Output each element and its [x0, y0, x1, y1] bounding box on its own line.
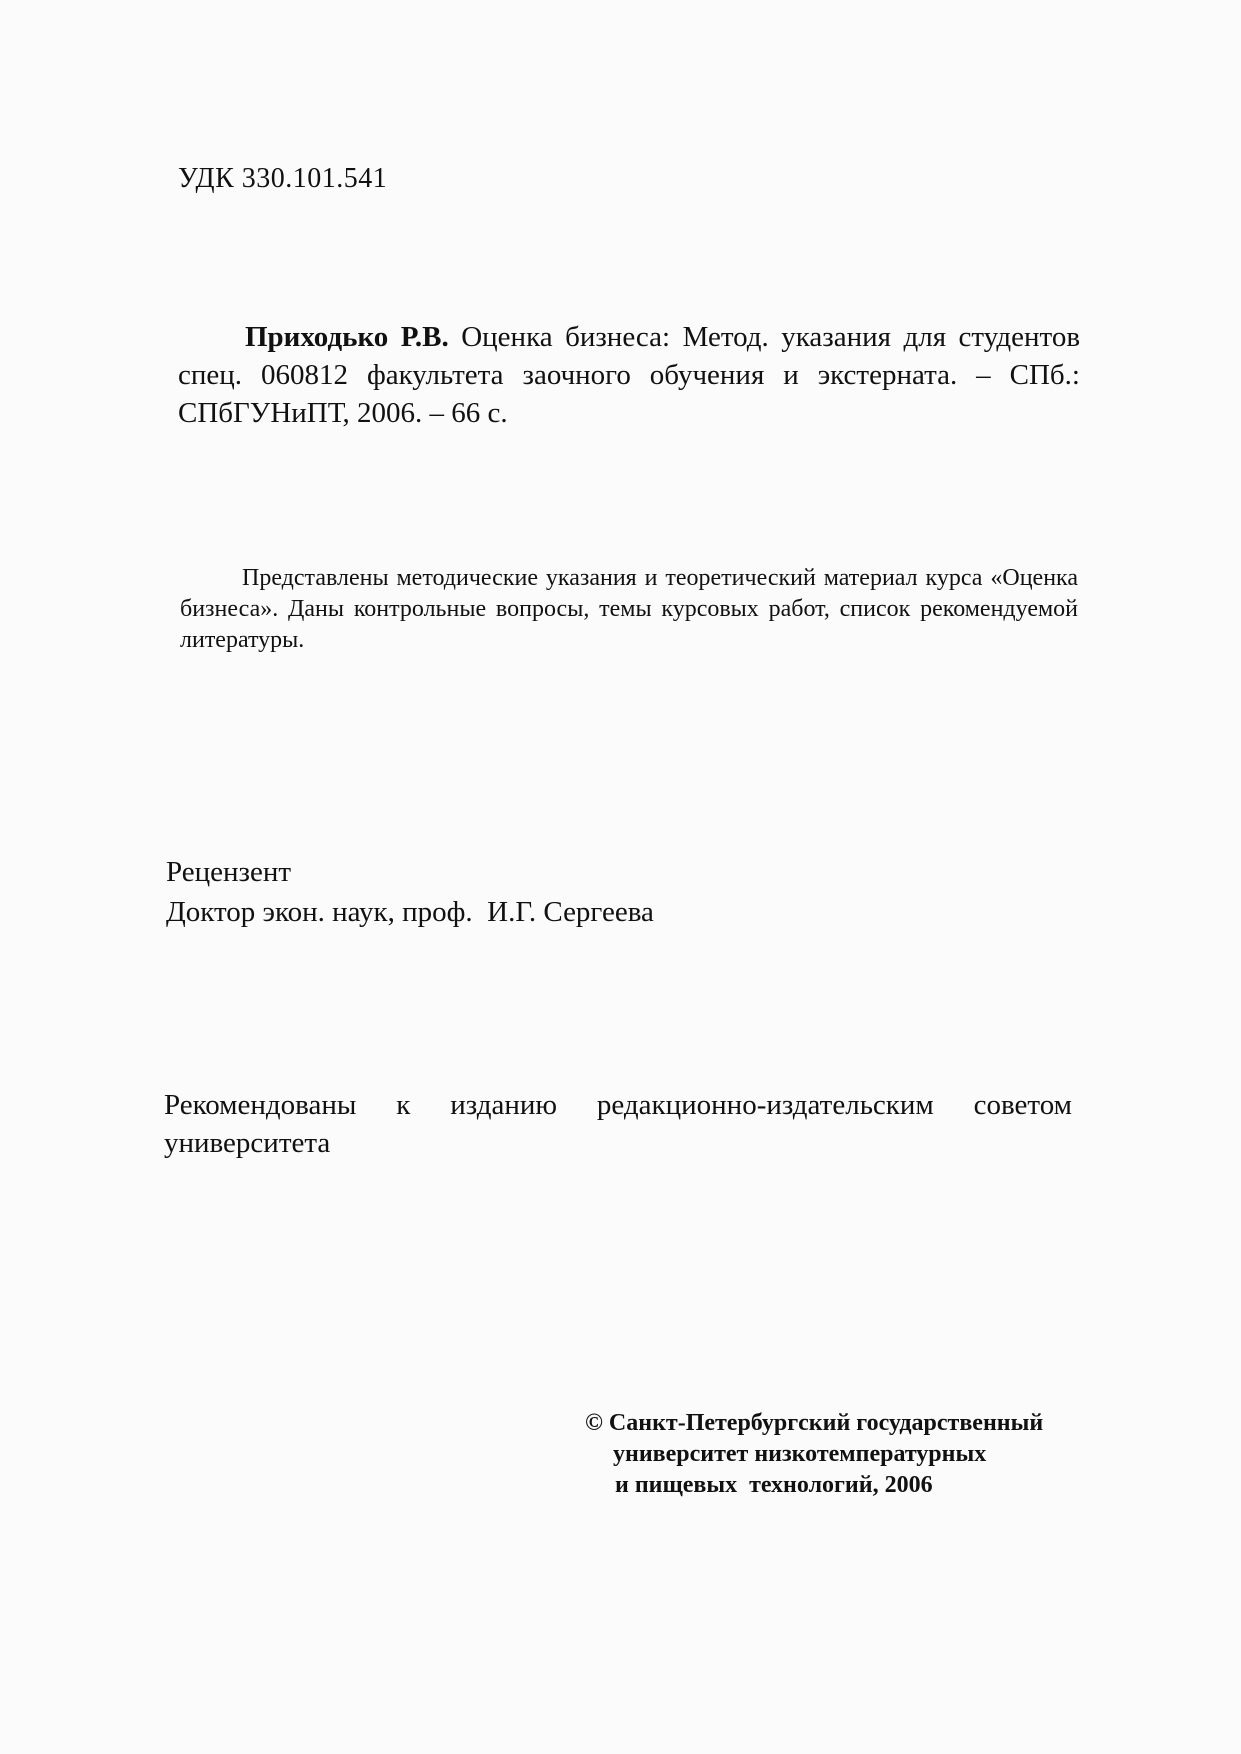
- recommendation-text: Рекомендованы к изданию редакционно-издательским советом университета: [164, 1089, 1072, 1159]
- copyright-line-1: © Санкт-Петербургский государственный: [585, 1410, 1044, 1436]
- reviewer-block: [166, 852, 654, 932]
- abstract-text: Представлены методические указания и теоретический материал курса «Оценка бизнеса». Даны контрольные вопросы, темы курсовых работ, список рекомендуемой литературы.: [180, 565, 1078, 653]
- copyright-line-3: и пищевых технологий, 2006: [615, 1472, 933, 1498]
- bibliographic-text: Оценка бизнеса: Метод. указания для студентов спец. 060812 факультета заочного обучения и экстерната. – СПб.: СПбГУНиПТ, 2006. – 66 с.: [178, 321, 1081, 429]
- reviewer-heading: Рецензент: [166, 856, 292, 888]
- recommendation: [164, 1086, 1072, 1162]
- copyright-notice: [585, 1408, 1043, 1501]
- udk-code: УДК 330.101.541: [178, 163, 388, 194]
- bibliographic-entry: [178, 318, 1080, 432]
- abstract: [180, 563, 1078, 656]
- reviewer-name: Доктор экон. наук, проф. И.Г. Сергеева: [166, 896, 654, 928]
- author-name: Приходько Р.В.: [245, 321, 449, 353]
- copyright-line-2: университет низкотемпературных: [613, 1441, 987, 1467]
